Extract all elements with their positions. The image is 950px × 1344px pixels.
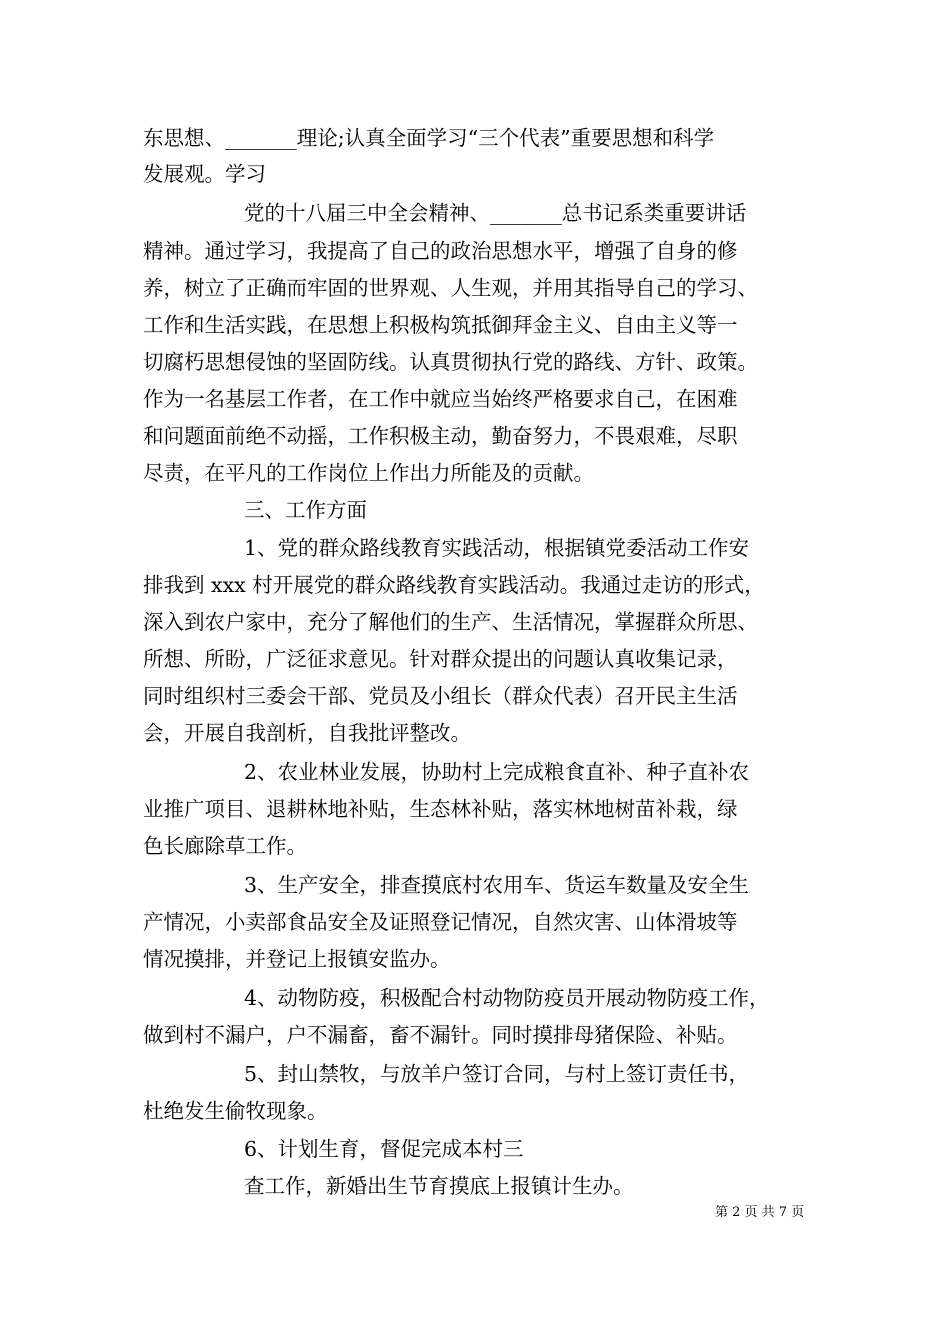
text-line: 工作和生活实践，在思想上积极构筑抵御拜金主义、自由主义等一 [143,313,738,337]
text-line: 党的十八届三中全会精神、_______总书记系类重要讲话 [244,201,747,225]
text-line: 6、计划生育，督促完成本村三 [244,1137,524,1161]
text-line: 深入到农户家中，充分了解他们的生产、生活情况，掌握群众所思、 [143,610,758,634]
text-line: 2、农业林业发展，协助村上完成粮食直补、种子直补农 [244,760,750,784]
text-line: 产情况，小卖部食品安全及证照登记情况，自然灾害、山体滑坡等 [143,910,738,934]
text-line: 会，开展自我剖析，自我批评整改。 [143,721,471,745]
text-line: 排我到 xxx 村开展党的群众路线教育实践活动。我通过走访的形式， [143,573,765,597]
section-heading: 三、工作方面 [244,498,367,522]
text-line: 3、生产安全，排查摸底村农用车、货运车数量及安全生 [244,873,750,897]
text-line: 情况摸排，并登记上报镇安监办。 [143,947,451,971]
text-line: 同时组织村三委会干部、党员及小组长（群众代表）召开民主生活 [143,684,738,708]
text-line: 业推广项目、退耕林地补贴，生态林补贴，落实林地树苗补栽，绿 [143,797,738,821]
text-line: 查工作，新婚出生节育摸底上报镇计生办。 [244,1174,634,1198]
text-line: 做到村不漏户，户不漏畜，畜不漏针。同时摸排母猪保险、补贴。 [143,1023,738,1047]
text-line: 切腐朽思想侵蚀的坚固防线。认真贯彻执行党的路线、方针、政策。 [143,350,758,374]
text-line: 发展观。学习 [143,162,266,186]
text-line: 东思想、_______理论;认真全面学习“三个代表”重要思想和科学 [143,126,715,150]
text-line: 作为一名基层工作者，在工作中就应当始终严格要求自己，在困难 [143,387,738,411]
text-line: 尽责，在平凡的工作岗位上作出力所能及的贡献。 [143,461,594,485]
text-line: 和问题面前绝不动摇，工作积极主动，勤奋努力，不畏艰难，尽职 [143,424,738,448]
text-line: 所想、所盼，广泛征求意见。针对群众提出的问题认真收集记录， [143,647,738,671]
text-line: 1、党的群众路线教育实践活动，根据镇党委活动工作安 [244,536,750,560]
text-line: 色长廊除草工作。 [143,834,307,858]
text-line: 精神。通过学习，我提高了自己的政治思想水平，增强了自身的修 [143,239,738,263]
text-line: 杜绝发生偷牧现象。 [143,1099,328,1123]
text-line: 养，树立了正确而牢固的世界观、人生观，并用其指导自己的学习、 [143,276,758,300]
page-number: 第 2 页 共 7 页 [715,1205,805,1220]
text-line: 4、动物防疫，积极配合村动物防疫员开展动物防疫工作， [244,986,770,1010]
text-line: 5、封山禁牧，与放羊户签订合同，与村上签订责任书， [244,1062,750,1086]
